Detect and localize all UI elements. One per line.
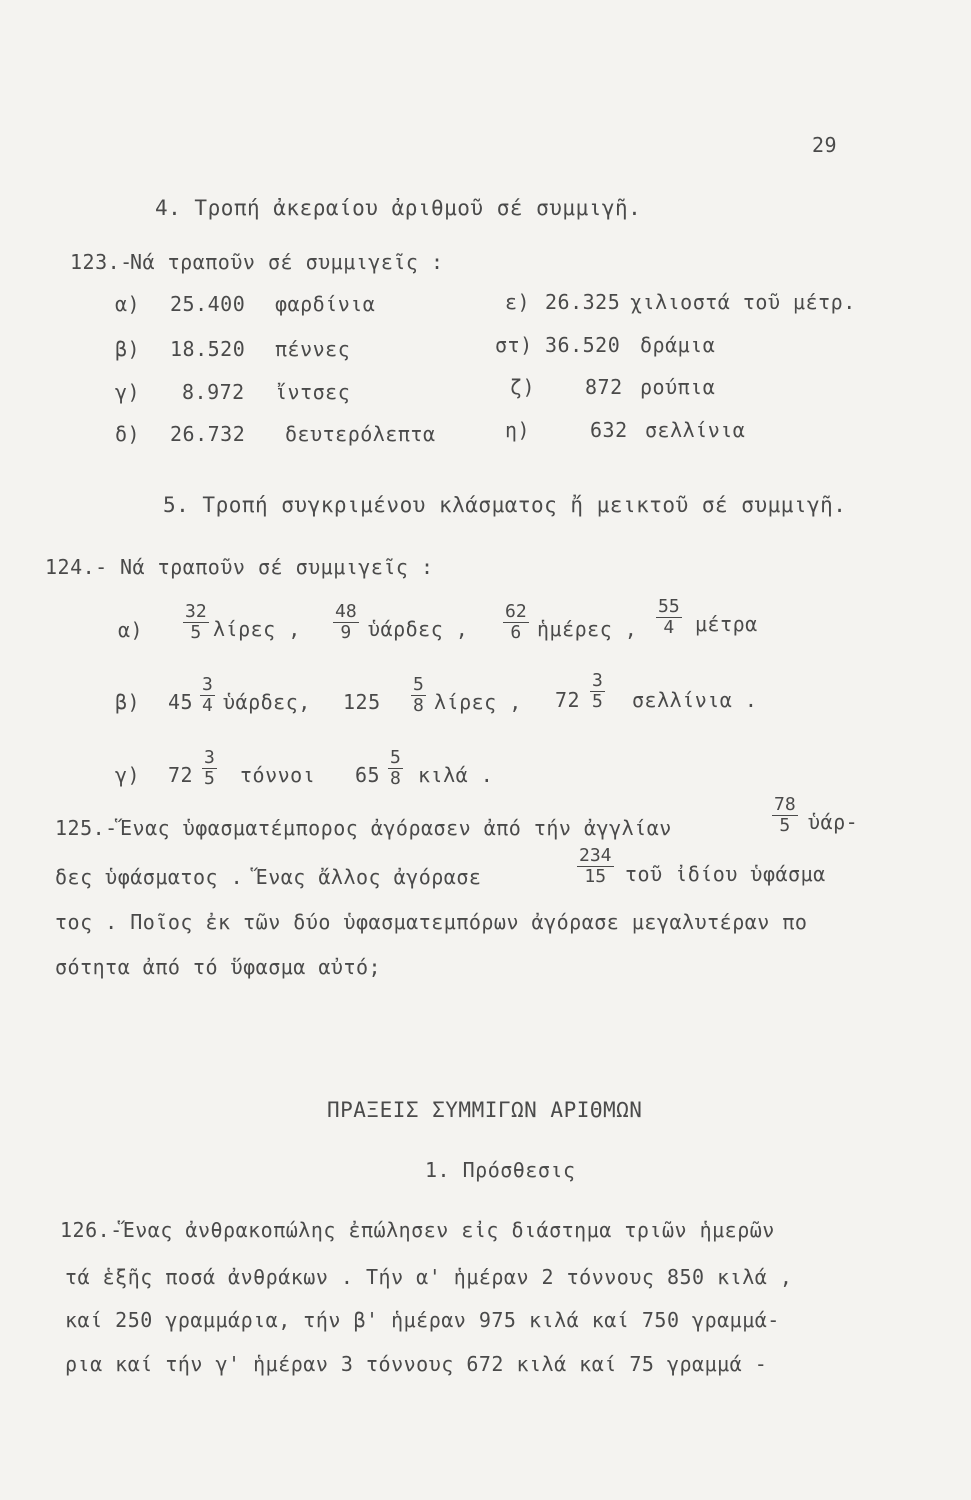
exercise-126-line-2: τά ἑξῆς ποσά ἀνθράκων . Τήν α' ἡμέραν 2 τόννους 850 κιλά ,	[65, 1265, 793, 1289]
item-unit: φαρδίνια	[275, 292, 376, 316]
exercise-125-line-1-end: ὑάρ-	[808, 810, 859, 834]
fraction: 48 9	[335, 601, 357, 643]
fraction: 234 15	[579, 845, 612, 887]
exercise-126-line-1: 126.-Ἕνας ἀνθρακοπώλης ἐπώλησεν εἰς διάστημα τριῶν ἡμερῶν	[60, 1218, 775, 1242]
item-value: 26.325	[545, 290, 621, 314]
item-unit: ρούπια	[640, 375, 716, 399]
unit-text: ὑάρδες,	[223, 690, 311, 714]
operations-heading: ΠΡΑΞΕΙΣ ΣΥΜΜΙΓΩΝ ΑΡΙΘΜΩΝ	[327, 1098, 643, 1122]
unit-text: λίρες ,	[434, 690, 522, 714]
fraction: 5 8	[390, 747, 401, 789]
exercise-123-number: 123.-	[70, 250, 133, 274]
item-label: β)	[115, 337, 141, 361]
whole-number: 45	[168, 690, 194, 714]
fraction: 32 5	[185, 601, 207, 643]
item-label: στ)	[495, 333, 533, 357]
item-label: ε)	[505, 290, 531, 314]
item-value: 8.972	[182, 380, 245, 404]
unit-text: ὑάρδες ,	[368, 617, 469, 641]
item-value: 26.732	[170, 422, 246, 446]
exercise-124-number: 124.-	[45, 555, 108, 579]
item-value: 25.400	[170, 292, 246, 316]
whole-number: 65	[355, 763, 381, 787]
item-value: 36.520	[545, 333, 621, 357]
section-4-title: 4. Τροπή ἀκεραίου ἀριθμοῦ σέ συμμιγῆ.	[155, 196, 642, 220]
item-unit: πέννες	[275, 337, 351, 361]
fraction: 3 5	[592, 670, 603, 712]
section-5-title: 5. Τροπή συγκριμένου κλάσματος ἤ μεικτοῦ σέ συμμιγῆ.	[163, 493, 847, 517]
item-unit: δευτερόλεπτα	[285, 422, 436, 446]
part-c-label: γ)	[115, 763, 141, 787]
exercise-125-line-3: τος . Ποῖος ἐκ τῶν δύο ὑφασματεμπόρων ἀγόρασε μεγαλυτέραν πο	[55, 910, 808, 934]
unit-text: σελλίνια .	[632, 688, 758, 712]
exercise-126-line-4: ρια καί τήν γ' ἡμέραν 3 τόννους 672 κιλά καί 75 γραμμά -	[65, 1352, 768, 1376]
exercise-125-line-1: Ἕνας ὑφασματέμπορος ἀγόρασεν ἀπό τήν ἀγγλίαν	[120, 816, 672, 840]
unit-text: λίρες ,	[213, 617, 301, 641]
unit-text: ἡμέρες ,	[537, 617, 638, 641]
whole-number: 72	[168, 763, 194, 787]
fraction: 55 4	[658, 596, 680, 638]
whole-number: 125	[343, 690, 381, 714]
fraction: 3 5	[204, 747, 215, 789]
fraction: 78 5	[774, 794, 796, 836]
fraction: 5 8	[413, 674, 424, 716]
exercise-126-line-3: καί 250 γραμμάρια, τήν β' ἡμέραν 975 κιλά καί 750 γραμμά-	[65, 1308, 780, 1332]
exercise-125-line-2-end: τοῦ ἰδίου ὑφάσμα	[625, 862, 826, 886]
item-value: 632	[590, 418, 628, 442]
item-label: α)	[115, 292, 141, 316]
exercise-125-number: 125.-	[55, 816, 118, 840]
exercise-125-line-4: σότητα ἀπό τό ὕφασμα αὐτό;	[55, 955, 382, 979]
item-value: 18.520	[170, 337, 246, 361]
item-unit: δράμια	[640, 333, 716, 357]
item-unit: ἴντσες	[275, 380, 351, 404]
part-a-label: α)	[118, 618, 144, 642]
operations-subheading: 1. Πρόσθεσις	[425, 1158, 576, 1182]
item-value: 872	[585, 375, 623, 399]
exercise-123-prompt: Νά τραποῦν σέ συμμιγεῖς :	[130, 250, 444, 274]
item-label: γ)	[115, 380, 141, 404]
unit-text: κιλά .	[418, 763, 494, 787]
whole-number: 72	[555, 688, 581, 712]
unit-text: τόννοι	[240, 763, 316, 787]
page-number: 29	[812, 133, 838, 157]
exercise-124-prompt: Νά τραποῦν σέ συμμιγεῖς :	[120, 555, 434, 579]
fraction: 62 6	[505, 601, 527, 643]
unit-text: μέτρα	[695, 612, 758, 636]
item-label: η)	[505, 418, 531, 442]
fraction: 3 4	[202, 674, 213, 716]
exercise-125-line-2: δες ὑφάσματος . Ἕνας ἄλλος ἀγόρασε	[55, 865, 482, 889]
item-label: δ)	[115, 422, 141, 446]
part-b-label: β)	[115, 690, 141, 714]
item-unit: χιλιοστά τοῦ μέτρ.	[630, 290, 856, 314]
item-label: ζ)	[510, 375, 536, 399]
item-unit: σελλίνια	[645, 418, 746, 442]
